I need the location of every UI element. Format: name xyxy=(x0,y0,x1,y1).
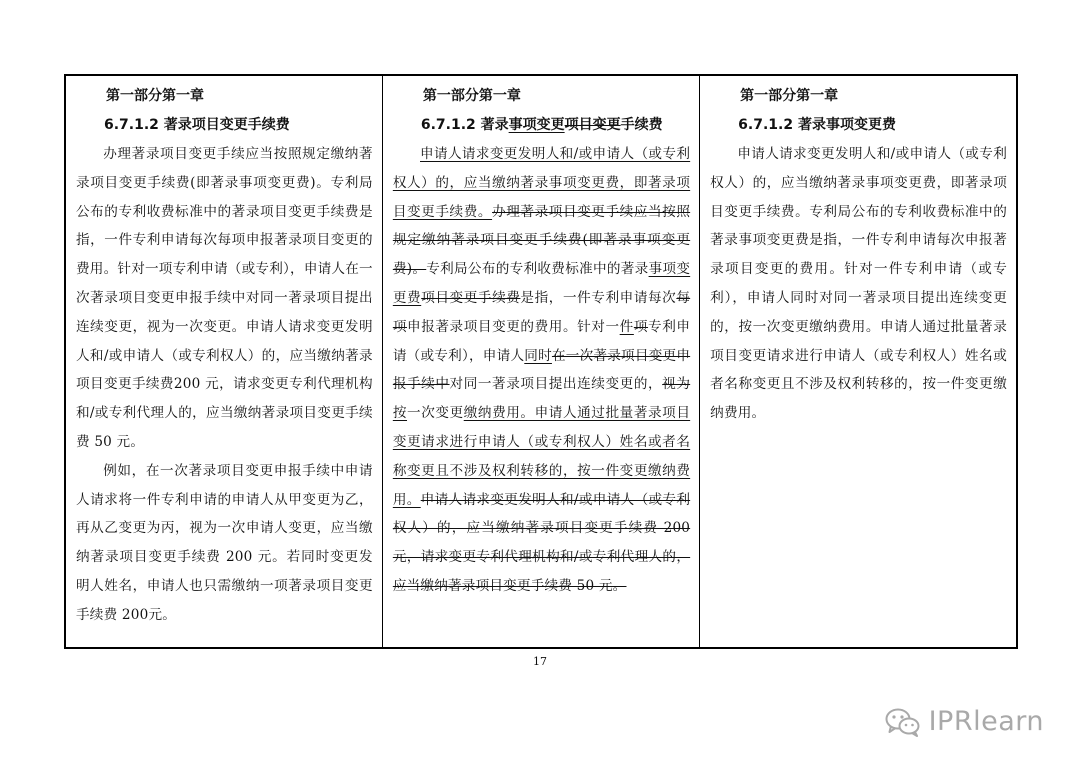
column-body xyxy=(76,140,373,630)
deleted-text: 在一次著录项目变更申报手续中 xyxy=(392,347,691,393)
column-body xyxy=(710,140,1007,428)
section-text: 手续费 xyxy=(620,117,663,133)
paragraph xyxy=(76,457,373,630)
column-body xyxy=(393,140,690,601)
paragraph xyxy=(76,140,373,457)
wechat-icon xyxy=(885,707,921,737)
deleted-text: 办理著录项目变更手续应当按照规定缴纳著录项目变更手续费(即著录事项变更费)。 xyxy=(392,203,691,278)
watermark xyxy=(885,706,1044,737)
column-revised xyxy=(700,75,1017,648)
chapter-heading: 第一部分第一章 xyxy=(422,88,521,104)
deleted-text: 项目变更 xyxy=(564,117,621,133)
body-text: 专利局公布的专利收费标准中的著录 xyxy=(426,261,649,278)
body-text: 办理著录项目变更手续应当按照规定缴纳著录项目变更手续费(即著录事项变更费)。专利局公布的专利收费标准中的著录项目变更手续费是指，一件专利申请每次每项申报著录项目变更的费用。针对一项专利申请（或专利），申请人在一次著录项目变更申报手续中对同一著录项目提出连续变更，视为一次变更。申请人请求变更发明人和/或申请人（或专利权人）的，应当缴纳著录项目变更手续费200 元，请求变更专利代理机构和/或专利代理人的，应当缴纳著录项目变更手续费 50 元。 xyxy=(76,146,373,450)
body-text: 是指，一件专利申请每次 xyxy=(520,289,677,306)
body-text: 申报著录项目变更的费用。针对一 xyxy=(407,318,620,335)
deleted-text: 视为 xyxy=(662,376,691,393)
body-text: 专利申请（或专利），申请人 xyxy=(392,318,691,364)
section-heading xyxy=(393,111,690,140)
deleted-text: 项 xyxy=(633,318,649,335)
body-text: 例如，在一次著录项目变更申报手续中申请人请求将一件专利申请的申请人从甲变更为乙，再从乙变更为丙，视为一次申请人变更，应当缴纳著录项目变更手续费 200 元。若同时变更发明人姓名，申请人也只需缴纳一项著录项目变更手续费 200元。 xyxy=(76,462,373,623)
column-tracked-changes xyxy=(382,75,699,648)
inserted-text: 申请人请求变更发明人和/或申请人（或专利权人）的，应当缴纳著录事项变更费，即著录项目变更手续费。 xyxy=(392,146,691,220)
section-heading: 6.7.1.2 著录项目变更手续费 xyxy=(104,117,290,133)
deleted-text: 项目变更手续费 xyxy=(421,289,521,306)
section-heading: 6.7.1.2 著录事项变更费 xyxy=(738,117,896,133)
column-original xyxy=(65,75,382,648)
paragraph xyxy=(710,140,1007,428)
deleted-text: 申请人请求变更发明人和/或申请人（或专利权人）的，应当缴纳著录项目变更手续费 200 元，请求变更专利代理机构和/或专利代理人的，应当缴纳著录项目变更手续费 50 元。 xyxy=(392,491,691,594)
page-number: 17 xyxy=(533,655,547,668)
section-text: 6.7.1.2 著录 xyxy=(420,117,509,133)
body-text: 一次变更 xyxy=(407,405,464,422)
inserted-text: 事项变更费 xyxy=(392,261,691,306)
chapter-heading: 第一部分第一章 xyxy=(740,88,839,104)
inserted-text: 同时 xyxy=(524,347,552,364)
body-text: 对同一著录项目提出连续变更的， xyxy=(449,376,663,393)
inserted-text: 按 xyxy=(392,405,408,422)
chapter-heading: 第一部分第一章 xyxy=(106,88,204,104)
inserted-text: 件 xyxy=(619,318,634,335)
paragraph xyxy=(393,140,690,601)
inserted-text: 事项变更 xyxy=(508,117,565,133)
comparison-table xyxy=(64,74,1018,649)
body-text: 申请人请求变更发明人和/或申请人（或专利权人）的，应当缴纳著录事项变更费，即著录项目变更手续费。专利局公布的专利收费标准中的著录事项变更费是指，一件专利申请每次申报著录项目变更的费用。针对一件专利申请（或专利），申请人同时对同一著录项目提出连续变更的，按一次变更缴纳费用。申请人通过批量著录项目变更请求进行申请人（或专利权人）姓名或者名称变更且不涉及权利转移的，按一件变更缴纳费用。 xyxy=(710,146,1007,422)
watermark-text: IPRlearn xyxy=(928,706,1044,737)
inserted-text: 缴纳费用。申请人通过批量著录项目变更请求进行申请人（或专利权人）姓名或者名称变更且不涉及权利转移的，按一件变更缴纳费用。 xyxy=(392,405,691,508)
deleted-text: 每项 xyxy=(392,289,691,335)
